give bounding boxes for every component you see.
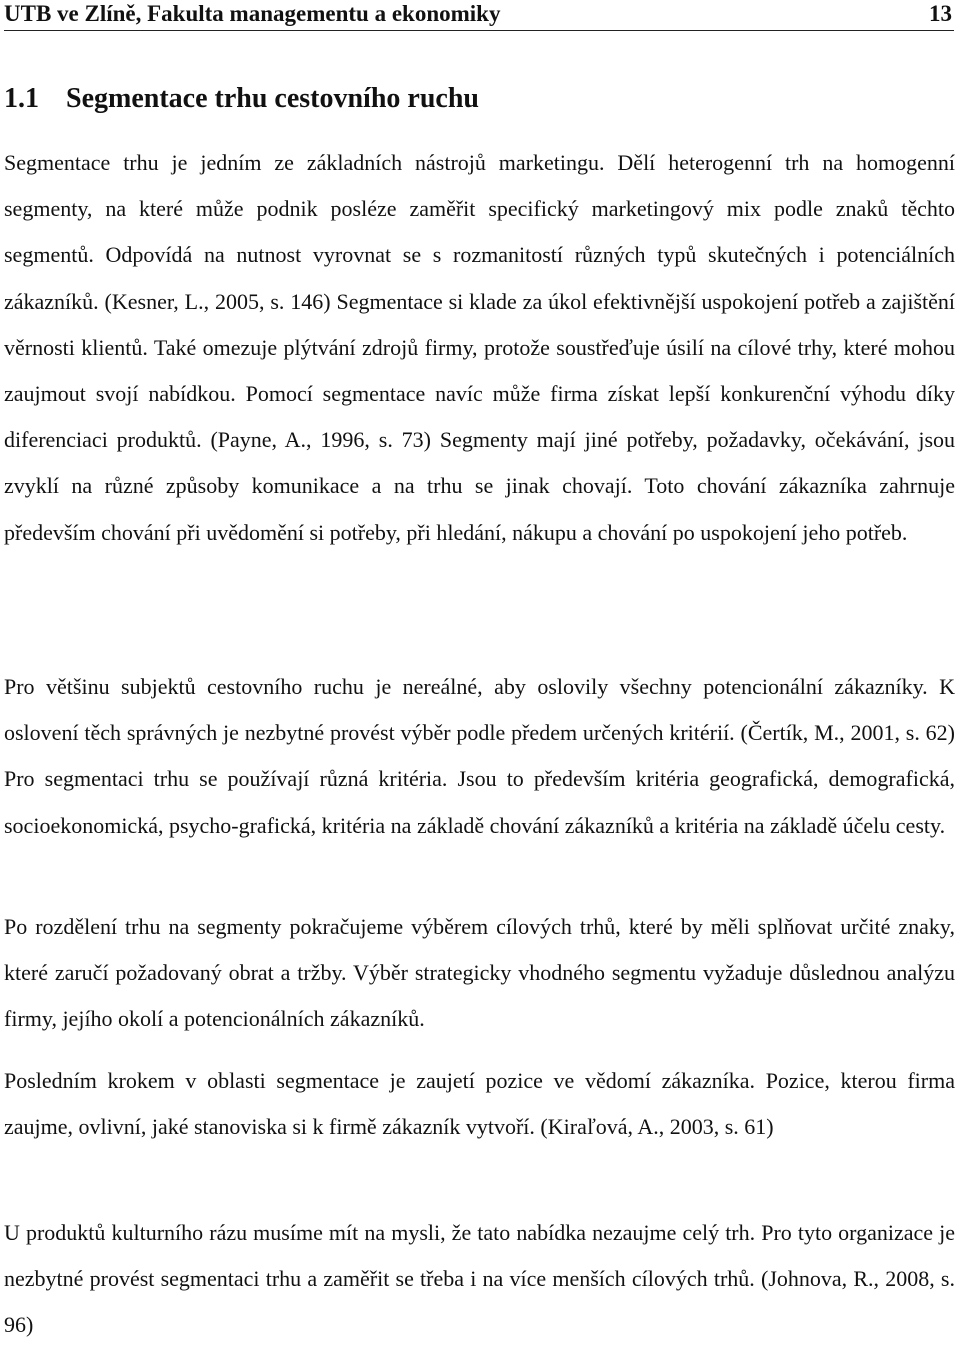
section-number: 1.1 [4,83,39,114]
running-header [4,0,954,31]
paragraph-4: Posledním krokem v oblasti segmentace je zaujetí pozice ve vědomí zákazníka. Pozice, kterou firma zaujme, ovlivní, jaké stanoviska si k firmě zákazník vytvoří. (Kiraľová, A., 2003, s. 61) [4,1068,955,1140]
header-title: UTB ve Zlíně, Fakulta managementu a ekonomiky [4,1,501,26]
paragraph-1: Segmentace trhu je jedním ze základních nástrojů marketingu. Dělí heterogenní trh na homogenní segmenty, na které může podnik posléze zaměřit specifický marketingový mix podle znaků těchto segmentů. Odpovídá na nutnost vyrovnat se s rozmanitostí různých typů skutečných i potenciálních zákazníků. (Kesner, L., 2005, s. 146) Segmentace si klade za úkol efektivnější uspokojení potřeb a zajištění věrnosti klientů. Také omezuje plýtvání zdrojů firmy, protože soustřeďuje úsilí na cílové trhy, které mohou zaujmout svojí nabídkou. Pomocí segmentace navíc může firma získat lepší konkurenční výhodu díky diferenciaci produktů. (Payne, A., 1996, s. 73) Segmenty mají jiné potřeby, požadavky, očekávání, jsou zvyklí na různé způsoby komunikace a na trhu se jinak chovají. Toto chování zákazníka zahrnuje především chování při uvědomění si potřeby, při hledání, nákupu a chování po uspokojení jeho potřeb. [4,150,955,545]
paragraph-3: Po rozdělení trhu na segmenty pokračujeme výběrem cílových trhů, které by měli splňovat určité znaky, které zaručí požadovaný obrat a tržby. Výběr strategicky vhodného segmentu vyžaduje důslednou analýzu firmy, jejího okolí a potencionálních zákazníků. [4,914,955,1032]
section-heading [4,82,479,116]
paragraph-2: Pro většinu subjektů cestovního ruchu je nereálné, aby oslovily všechny potencionální zákazníky. K oslovení těch správných je nezbytné provést výběr podle předem určených kritérií. (Čertík, M., 2001, s. 62) Pro segmentaci trhu se používají různá kritéria. Jsou to především kritéria geografická, demografická, socioekonomická, psycho-grafická, kritéria na základě chování zákazníků a kritéria na základě účelu cesty. [4,674,955,838]
section-title: Segmentace trhu cestovního ruchu [66,83,479,114]
paragraph-5: U produktů kulturního rázu musíme mít na mysli, že tato nabídka nezaujme celý trh. Pro tyto organizace je nezbytné provést segmentaci trhu a zaměřit se třeba i na více menších cílových trhů. (Johnova, R., 2008, s. 96) [4,1220,955,1338]
page-number: 13 [929,1,952,26]
